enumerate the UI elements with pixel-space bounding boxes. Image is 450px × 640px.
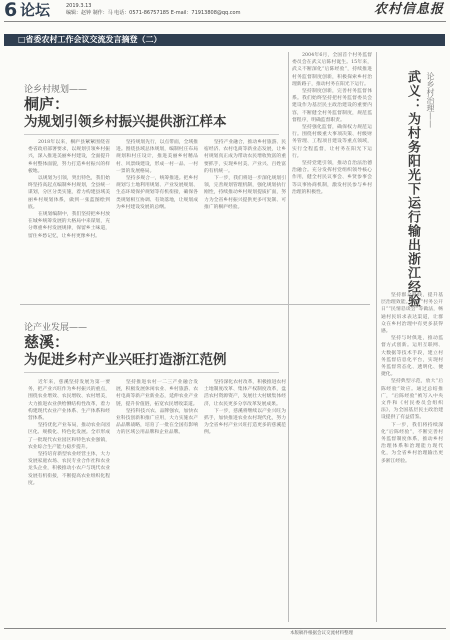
article3-paragraph: 2004年6月，全国首个村务监督委员会在武义后陈村诞生。15年来，武义不断深化“后陈经验”，持续推进村务监督制度创新，积极探索乡村治理新路子，推动村务在阳光下运行。 <box>292 53 372 87</box>
article1-paragraph: 下一步，我们将进一步深化规划引领，完善规划管理机制，强化规划执行刚性，持续推动乡村规划提质扩面，努力为全省乡村振兴提供更多可复制、可推广的桐庐经验。 <box>204 176 286 210</box>
page-number: 6 <box>4 0 18 21</box>
masthead-rule <box>4 21 446 22</box>
editor-contact: 编辑：赵钟 制作：马 电话：0571-86757185 E-mail：71913808@qq.com <box>66 10 241 16</box>
masthead <box>0 0 450 22</box>
article1-title-line2: 为规划引领乡村振兴提供浙江样本 <box>24 114 227 130</box>
article2-paragraph: 近年来，慈溪坚持发展为第一要务，把产业兴旺作为乡村振兴的重点，围绕农业增效、农民增收、农村增美，大力推进农业供给侧结构性改革，着力构建现代农业产业体系、生产体系和经营体系。 <box>28 380 110 422</box>
article3-paragraph: 下一步，我们将持续深化“后陈经验”，不断完善村务监督制度体系，推动乡村治理体系和治理能力现代化，为全省乡村治理输出更多浙江经验。 <box>381 422 443 464</box>
article1-column-3 <box>204 139 286 299</box>
newspaper-logo: 农村信息报 <box>373 2 444 17</box>
article3-kicker: 论乡村治理—— <box>426 72 435 128</box>
article2-title-line2: 为促进乡村产业兴旺打造浙江范例 <box>24 352 227 368</box>
article2-paragraph: 坚持推进农村一二三产业融合发展，积极发展休闲农业、乡村旅游、农村电商等新产业新业态，延伸农业产业链，提升价值链，拓宽农民增收渠道。 <box>116 380 198 407</box>
article1-paragraph: 坚持多规合一，统筹推进。把乡村规划与土地利用规划、产业发展规划、生态环境保护规划等有机衔接，确保各类规划相互协调、有效落地，让规划成为乡村建设发展的总纲。 <box>116 176 198 210</box>
article1-column-2 <box>116 139 198 299</box>
article1-paragraph: 以规划为引领，突出特色，我们始终坚持高起点编制乡村规划，全县统一谋划，分区分类实施，着力构建县域美丽乡村规划体系，做到一张蓝图绘到底。 <box>28 176 110 210</box>
article2-paragraph: 坚持培育新型农业经营主体，大力发展家庭农场、农民专业合作社和农业龙头企业，积极推动小农户与现代农业发展有机衔接，不断提高农业组织化程度。 <box>28 452 110 486</box>
article2-column-2 <box>116 379 198 621</box>
footer-note: 本版稿件根据会议交流材料整理 <box>290 631 353 636</box>
article2-title-line1: 慈溪： <box>24 333 70 351</box>
article1-title-line1: 桐庐： <box>24 95 70 113</box>
issue-meta <box>66 3 316 17</box>
section-name: 论坛 <box>20 1 51 19</box>
article1-kicker: 论乡村规划—— <box>24 85 88 95</box>
article3-paragraph: 坚持与时俱进，推动监督方式创新。运用互联网、大数据等技术手段，建立村务监督信息化平台，实现村务监督常态化、透明化、便捷化。 <box>381 336 443 378</box>
article1-paragraph: 坚持规划先行，以点带面，全域推进。围绕县域总体规划，编制村庄布局规划和村庄设计，推进美丽乡村精品村、风景线建设，形成一村一品、一村一景的发展格局。 <box>116 140 198 174</box>
article2-paragraph: 坚持科技兴农、品牌强农，加快农业科技创新和推广应用，大力实施农产品品牌战略，培育了一批在全国有影响力的区域公用品牌和企业品牌。 <box>116 408 198 436</box>
article1-column-1 <box>28 139 110 299</box>
article2-kicker: 论产业发展—— <box>24 323 88 333</box>
article1-paragraph: 坚持产业融合，推动乡村旅游、民宿经济、农村电商等新业态发展，让乡村规划真正成为带动农民增收致富的重要抓手，实现乡村美、产业兴、百姓富的有机统一。 <box>204 140 286 174</box>
article3-paragraph: 坚持强化监督，确保权力规范运行。围绕村级重大事项决策、村级财务管理、工程项目建设等重点领域，实行全程监督，让村务在阳光下运行。 <box>292 125 372 159</box>
article2-paragraph: 坚持优化产业布局，推动农业向园区化、规模化、特色化发展。全市形成了一批现代农业园区和特色农业强镇，农业综合生产能力稳步提升。 <box>28 423 110 450</box>
article1-paragraph: 2018年以来，桐庐县紧紧围绕省委省政府部署要求，以规划引领乡村振兴，深入推进美丽乡村建设，全面提升乡村整体面貌，努力打造乡村振兴的样板地。 <box>28 140 110 174</box>
article3-paragraph: 坚持典型示范，放大“后陈经验”效应。通过总结推广，“后陈经验”被写入中央文件和《村民委员会组织法》，为全国基层民主政治建设提供了有益借鉴。 <box>381 379 443 421</box>
article2-title-rule <box>24 372 279 373</box>
article3-paragraph: 坚持群众路线，提升基层治理效能。推行“村务公开日”“民情恳谈会”等做法，畅通村民诉求表达渠道，让群众在乡村治理中有更多获得感。 <box>381 293 443 335</box>
column-divider <box>288 52 289 622</box>
article2-paragraph: 坚持深化农村改革，积极推进农村土地制度改革、集体产权制度改革，盘活农村资源资产，发展壮大村级集体经济，让农民更多分享改革发展成果。 <box>204 380 286 407</box>
article2-column-1 <box>28 379 110 621</box>
topic-banner <box>4 34 445 46</box>
article3-paragraph: 坚持制度创新，完善村务监督体系。我们始终坚持把村务监督委员会建设作为基层民主政治建设的重要内容，不断健全村务监督制度，规范监督程序，明确监督职责。 <box>292 89 372 123</box>
article3-paragraph: 坚持党建引领，推动自治法治德治融合。充分发挥村党组织领导核心作用，健全村民议事会、乡贤参事会等议事协商机制，激发村民参与乡村治理的积极性。 <box>292 161 372 195</box>
article3-column-2 <box>381 292 443 622</box>
article3-title: 武义：为村务阳光下运行输出浙江经验 <box>405 70 420 308</box>
issue-date: 2019.3.13 <box>66 3 92 9</box>
footer-rule <box>4 628 446 629</box>
article1-title-rule <box>24 134 279 135</box>
article1-paragraph: 在规划编制中，我们坚持把乡村放在城乡统筹发展的大格局中来谋划，充分尊重乡村发展规律，保留乡土味道，留住乡愁记忆，让乡村更像乡村。 <box>28 212 110 239</box>
article2-paragraph: 下一步，慈溪将继续以产业兴旺为抓手，加快推进农业农村现代化，努力为全省乡村产业兴旺打造更多的慈溪范例。 <box>204 408 286 436</box>
article2-column-3 <box>204 379 286 621</box>
column-divider <box>376 52 377 622</box>
banner-title: □省委农村工作会议交流发言摘登（二） <box>18 35 162 44</box>
article3-column-1 <box>292 52 372 622</box>
